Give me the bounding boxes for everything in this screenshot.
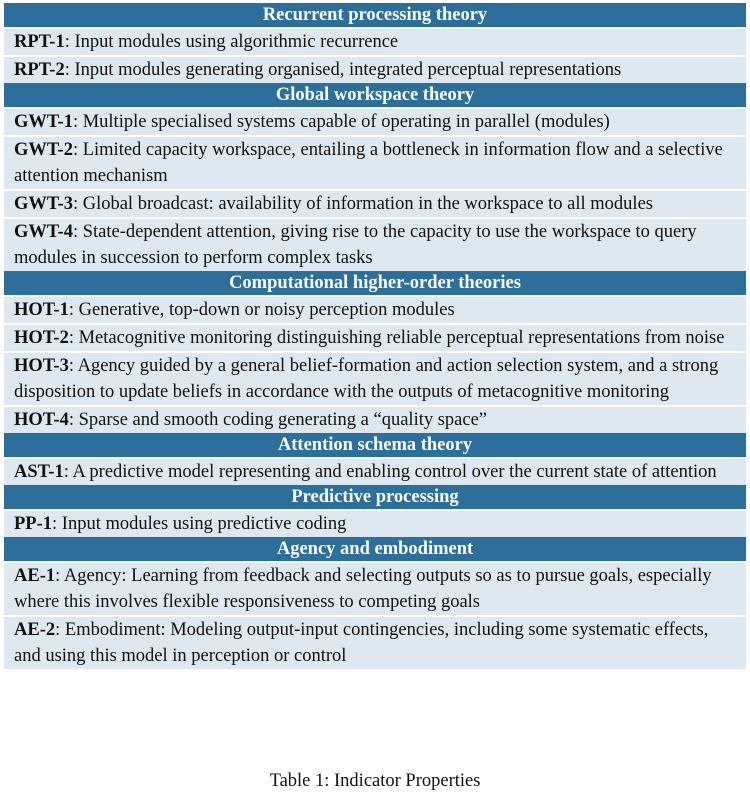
- indicator-description: : Multiple specialised systems capable of operating in parallel (modules): [72, 112, 610, 132]
- section-header: Global workspace theory: [4, 83, 746, 107]
- indicator-row: [4, 351, 746, 405]
- indicator-row: [4, 135, 746, 189]
- indicator-id: GWT-3: [14, 194, 73, 214]
- indicator-description: : A predictive model representing and enabling control over the current state of attention: [63, 462, 717, 482]
- indicator-description: : Sparse and smooth coding generating a “quality space”: [68, 410, 488, 430]
- indicator-description: : State-dependent attention, giving rise to the capacity to use the workspace to query modules in succession to perform complex tasks: [14, 222, 697, 268]
- indicator-row: [4, 217, 746, 271]
- indicator-id: GWT-2: [14, 140, 73, 160]
- indicator-id: GWT-1: [14, 112, 73, 132]
- indicator-id: HOT-3: [14, 356, 69, 376]
- table-caption: Table 1: Indicator Properties: [269, 771, 481, 791]
- indicator-description: : Limited capacity workspace, entailing a bottleneck in information flow and a selective attention mechanism: [14, 140, 723, 186]
- indicator-id: GWT-4: [14, 222, 73, 242]
- indicator-row: [4, 457, 746, 485]
- indicator-description: : Input modules using algorithmic recurrence: [64, 32, 399, 52]
- indicator-row: [4, 615, 746, 669]
- indicator-row: [4, 561, 746, 615]
- indicator-row: [4, 295, 746, 323]
- indicator-row: [4, 27, 746, 55]
- section-header: Predictive processing: [4, 485, 746, 509]
- indicator-description: : Agency guided by a general belief-formation and action selection system, and a strong disposition to update beliefs in accordance with the outputs of metacognitive monitoring: [14, 356, 719, 402]
- indicator-id: RPT-2: [14, 60, 65, 80]
- indicator-row: [4, 509, 746, 537]
- section-header: Attention schema theory: [4, 433, 746, 457]
- indicator-id: RPT-1: [14, 32, 65, 52]
- indicator-description: : Agency: Learning from feedback and selecting outputs so as to pursue goals, especially where this involves flexible responsiveness to competing goals: [14, 566, 712, 612]
- indicator-description: : Input modules using predictive coding: [52, 514, 347, 534]
- indicator-id: PP-1: [14, 514, 53, 534]
- indicator-description: : Metacognitive monitoring distinguishing reliable perceptual representations from noise: [68, 328, 725, 348]
- indicator-description: : Global broadcast: availability of information in the workspace to all modules: [72, 194, 653, 214]
- indicator-description: : Generative, top-down or noisy perception modules: [68, 300, 455, 320]
- indicator-id: HOT-1: [14, 300, 69, 320]
- section-header: Agency and embodiment: [4, 537, 746, 561]
- indicator-row: [4, 55, 746, 83]
- indicator-row: [4, 189, 746, 217]
- indicator-properties-table: [4, 3, 746, 669]
- indicator-row: [4, 323, 746, 351]
- indicator-description: : Embodiment: Modeling output-input contingencies, including some systematic effects, and using this model in perception or control: [14, 620, 709, 666]
- indicator-id: HOT-4: [14, 410, 69, 430]
- indicator-description: : Input modules generating organised, integrated perceptual representations: [64, 60, 622, 80]
- indicator-id: AE-2: [14, 620, 56, 640]
- indicator-id: HOT-2: [14, 328, 69, 348]
- indicator-row: [4, 405, 746, 433]
- indicator-id: AE-1: [14, 566, 56, 586]
- section-header: Recurrent processing theory: [4, 3, 746, 27]
- indicator-id: AST-1: [14, 462, 64, 482]
- section-header: Computational higher-order theories: [4, 271, 746, 295]
- indicator-row: [4, 107, 746, 135]
